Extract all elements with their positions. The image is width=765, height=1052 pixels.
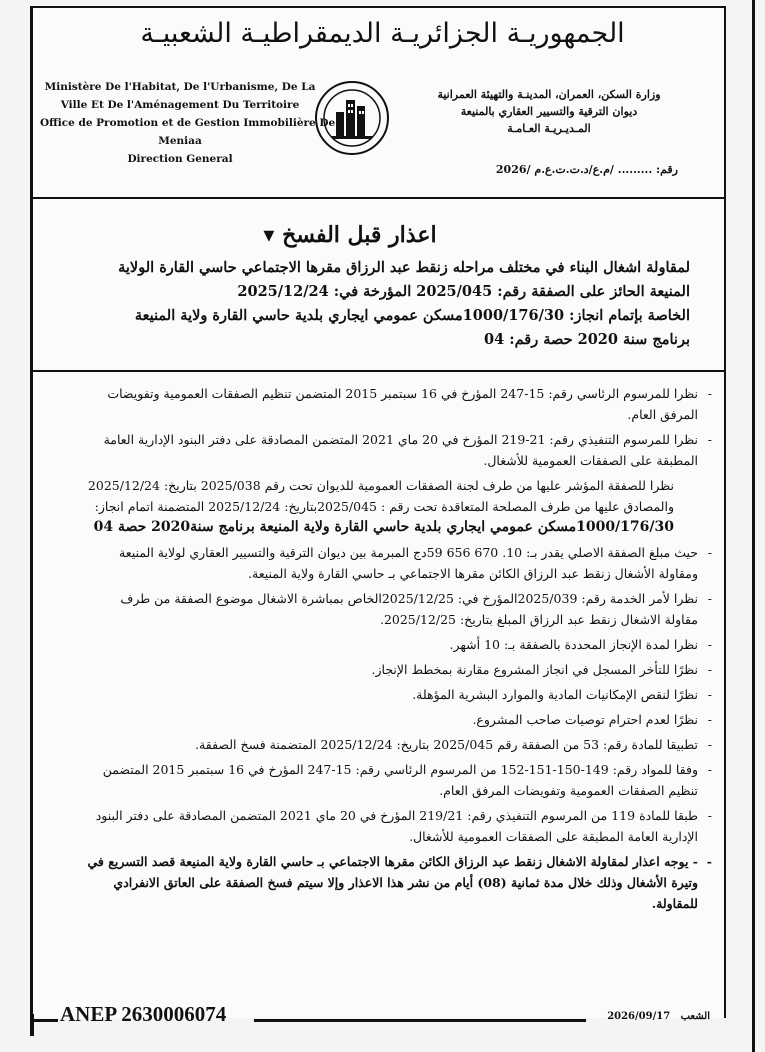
arabic-header — [420, 86, 678, 137]
contract-paragraph — [52, 475, 712, 538]
list-item: - تطبيقا للمادة رقم: 53 من الصفقة رقم 2025/045 بتاريخ: 2025/12/24 المتضمنة فسخ الصفقة. — [52, 734, 712, 755]
list-item: - نظرا لمدة الإنجاز المحددة بالصفقة بـ: 10 أشهر. — [52, 634, 712, 655]
fr-line: Ministère De l'Habitat, De l'Urbanisme, De La — [44, 81, 316, 93]
item-line: طبقا للمادة 119 من المرسوم التنفيذي رقم: 219/21 المؤرخ في 20 ماي 2021 المتضمن المصادقة على دفتر البنود — [95, 808, 698, 823]
item-line: نظرًا للتأخر المسجل في انجاز المشروع مقارنة بمخطط الإنجاز. — [371, 662, 698, 677]
republic-title: الجمهوريـة الجزائريـة الديمقراطيـة الشعبيـة — [140, 18, 625, 49]
item-line: نظرًا لعدم احترام توصيات صاحب المشروع. — [472, 712, 698, 727]
title-text: اعذار قبل الفسخ — [282, 222, 437, 248]
item-line: نظرا لمدة الإنجاز المحددة بالصفقة بـ: 10 أشهر. — [449, 637, 698, 652]
item-line: حيث مبلغ الصفقة الاصلي يقدر بـ: 10. 670 656 59دج المبرمة بين ديوان الترقية والتسيير العقاري لولاية المنيعة — [119, 545, 698, 560]
ar-line: وزارة السكن، العمران، المدينـة والتهيئة العمرانية — [437, 88, 661, 101]
notice-body — [52, 383, 712, 918]
fr-line: Office de Promotion et de Gestion Immobilière De — [40, 117, 336, 129]
item-line: المرفق العام. — [627, 407, 698, 422]
list-item: - نظرًا لنقص الإمكانيات المادية والموارد البشرية المؤهلة. — [52, 684, 712, 705]
list-item: - نظرا للمرسوم التنفيذي رقم: 21-219 المؤرخ في 20 ماي 2021 المتضمن المصادقة على دفتر البنود الإدارية العامة المطبقة على الصفقات العمومية للأشغال. — [52, 429, 712, 471]
reference-number: رقم: ......... /م.ع/د.ت.ت.ع.م /2026 — [495, 163, 678, 176]
list-item: - نظرًا لعدم احترام توصيات صاحب المشروع. — [52, 709, 712, 730]
contract-line: 1000/176/30مسكن عمومي ايجاري بلدية حاسي القارة ولاية المنيعة برنامج سنة2020 حصة 04 — [93, 519, 674, 535]
publication-date: 2026/09/17 — [607, 1011, 671, 1022]
footer-rule — [254, 1019, 586, 1022]
item-line: المطبقة على الصفقات العمومية للأشغال. — [483, 453, 698, 468]
ar-line: ديوان الترقية والتسيير العقاري بالمنيعة — [460, 105, 638, 118]
fr-line: Ville Et De l'Aménagement Du Territoire — [60, 99, 300, 111]
item-line: نظرا للمرسوم الرئاسي رقم: 15-247 المؤرخ في 16 سبتمبر 2015 المتضمن تنظيم الصفقات العمومية وتفويضات — [107, 386, 698, 401]
footer-rule-left — [34, 1019, 58, 1022]
fr-line: Meniaa — [158, 135, 202, 147]
office-logo-icon — [306, 78, 398, 158]
notice-title: اعذار قبل الفسخ ▾ — [263, 222, 437, 248]
item-line: تطبيقا للمادة رقم: 53 من الصفقة رقم 2025/045 بتاريخ: 2025/12/24 المتضمنة فسخ الصفقة. — [195, 737, 698, 752]
item-line: نظرًا لنقص الإمكانيات المادية والموارد البشرية المؤهلة. — [412, 687, 698, 702]
contract-line: نظرا للصفقة المؤشر عليها من طرف لجنة الصفقات العمومية للديوان تحت رقم 2025/038 بتاريخ: 2025/12/24 — [87, 478, 674, 493]
subject-line: الخاصة بإتمام انجاز: 1000/176/30مسكن عمومي ايجاري بلدية حاسي القارة ولاية المنيعة — [134, 307, 690, 324]
item-line: تنظيم الصفقات العمومية وتفويضات المرفق العام. — [439, 783, 698, 798]
item-line: - يوجه اعذار لمقاولة الاشغال زنقط عبد الرزاق الكائن مقرها الاجتماعي بـ حاسي القارة ولاية المنيعة قصد التسريع في — [87, 854, 698, 869]
item-line: نظرا للمرسوم التنفيذي رقم: 21-219 المؤرخ في 20 ماي 2021 المتضمن المصادقة على دفتر البنود الإدارية العامة — [103, 432, 698, 447]
contract-line: والمصادق عليها من طرف المصلحة المتعاقدة تحت رقم : 2025/045بتاريخ: 2025/12/24 المتضمنة اتمام انجاز: — [94, 499, 674, 514]
item-line: للمقاولة. — [651, 896, 698, 911]
page-edge — [752, 0, 755, 1052]
footer-edge — [30, 1014, 34, 1036]
item-line: نظرا لأمر الخدمة رقم: 2025/039المؤرخ في: 2025/12/25الخاص بمباشرة الاشغال موضوع الصفقة من طرف — [120, 591, 698, 606]
footer-source — [590, 1011, 710, 1022]
list-item: - وفقا للمواد رقم: 149-150-151-152 من المرسوم الرئاسي رقم: 15-247 المؤرخ في 16 سبتمبر 2015 المتضمن تنظيم الصفقات العمومية وتفويضات المرفق العام. — [52, 759, 712, 801]
subject-line: المنيعة الحائز على الصفقة رقم: 2025/045 المؤرخة في: 2025/12/24 — [237, 283, 690, 300]
french-header — [40, 78, 336, 168]
list-item: - حيث مبلغ الصفقة الاصلي يقدر بـ: 10. 670 656 59دج المبرمة بين ديوان الترقية والتسيير العقاري لولاية المنيعة ومقاولة الأشغال زنقط عبد الرزاق الكائن مقرها الاجتماعي بـ حاسي القارة ولاية المنيعة. — [52, 542, 712, 584]
item-line: وتيرة الأشغال وذلك خلال مدة ثمانية (08) أيام من نشر هذا الاعذار وإلا سيتم فسخ الصفقة على العاتق الانفرادي — [113, 875, 698, 890]
notice-subject — [60, 256, 690, 352]
subject-divider — [30, 370, 724, 372]
newspaper-name: الشعب — [680, 1011, 710, 1022]
subject-line: برنامج سنة 2020 حصة رقم: 04 — [484, 331, 690, 348]
item-line: الإدارية العامة المطبقة على الصفقات العمومية للأشغال. — [409, 829, 698, 844]
ar-line: المـديـريـة العـامـة — [507, 122, 591, 135]
header-divider — [30, 197, 724, 199]
list-item: - نظرا لأمر الخدمة رقم: 2025/039المؤرخ في: 2025/12/25الخاص بمباشرة الاشغال موضوع الصفقة من طرف مقاولة الاشغال زنقط عبد الرزاق المبلغ بتاريخ: 2025/12/25. — [52, 588, 712, 630]
subject-line: لمقاولة اشغال البناء في مختلف مراحله زنقط عبد الرزاق مقرها الاجتماعي حاسي القارة الولاية — [118, 259, 690, 276]
list-item: - نظرا للمرسوم الرئاسي رقم: 15-247 المؤرخ في 16 سبتمبر 2015 المتضمن تنظيم الصفقات العمومية وتفويضات المرفق العام. — [52, 383, 712, 425]
list-item: - نظرًا للتأخر المسجل في انجاز المشروع مقارنة بمخطط الإنجاز. — [52, 659, 712, 680]
item-line: وفقا للمواد رقم: 149-150-151-152 من المرسوم الرئاسي رقم: 15-247 المؤرخ في 16 سبتمبر 2015 المتضمن — [102, 762, 698, 777]
item-line: ومقاولة الأشغال زنقط عبد الرزاق الكائن مقرها الاجتماعي بـ حاسي القارة ولاية المنيعة. — [248, 566, 698, 581]
list-item: - طبقا للمادة 119 من المرسوم التنفيذي رقم: 219/21 المؤرخ في 20 ماي 2021 المتضمن المصادقة على دفتر البنود الإدارية العامة المطبقة على الصفقات العمومية للأشغال. — [52, 805, 712, 847]
anep-number: ANEP 2630006074 — [60, 1002, 227, 1026]
item-line: مقاولة الاشغال زنقط عبد الرزاق المبلغ بتاريخ: 2025/12/25. — [379, 612, 698, 627]
fr-line: Direction General — [127, 153, 233, 165]
list-item: - - يوجه اعذار لمقاولة الاشغال زنقط عبد الرزاق الكائن مقرها الاجتماعي بـ حاسي القارة ولاية المنيعة قصد التسريع في وتيرة الأشغال وذلك خلال مدة ثمانية (08) أيام من نشر هذا الاعذار وإلا سيتم فسخ الصفقة على العاتق الانفرادي للمقاولة. — [52, 851, 712, 914]
